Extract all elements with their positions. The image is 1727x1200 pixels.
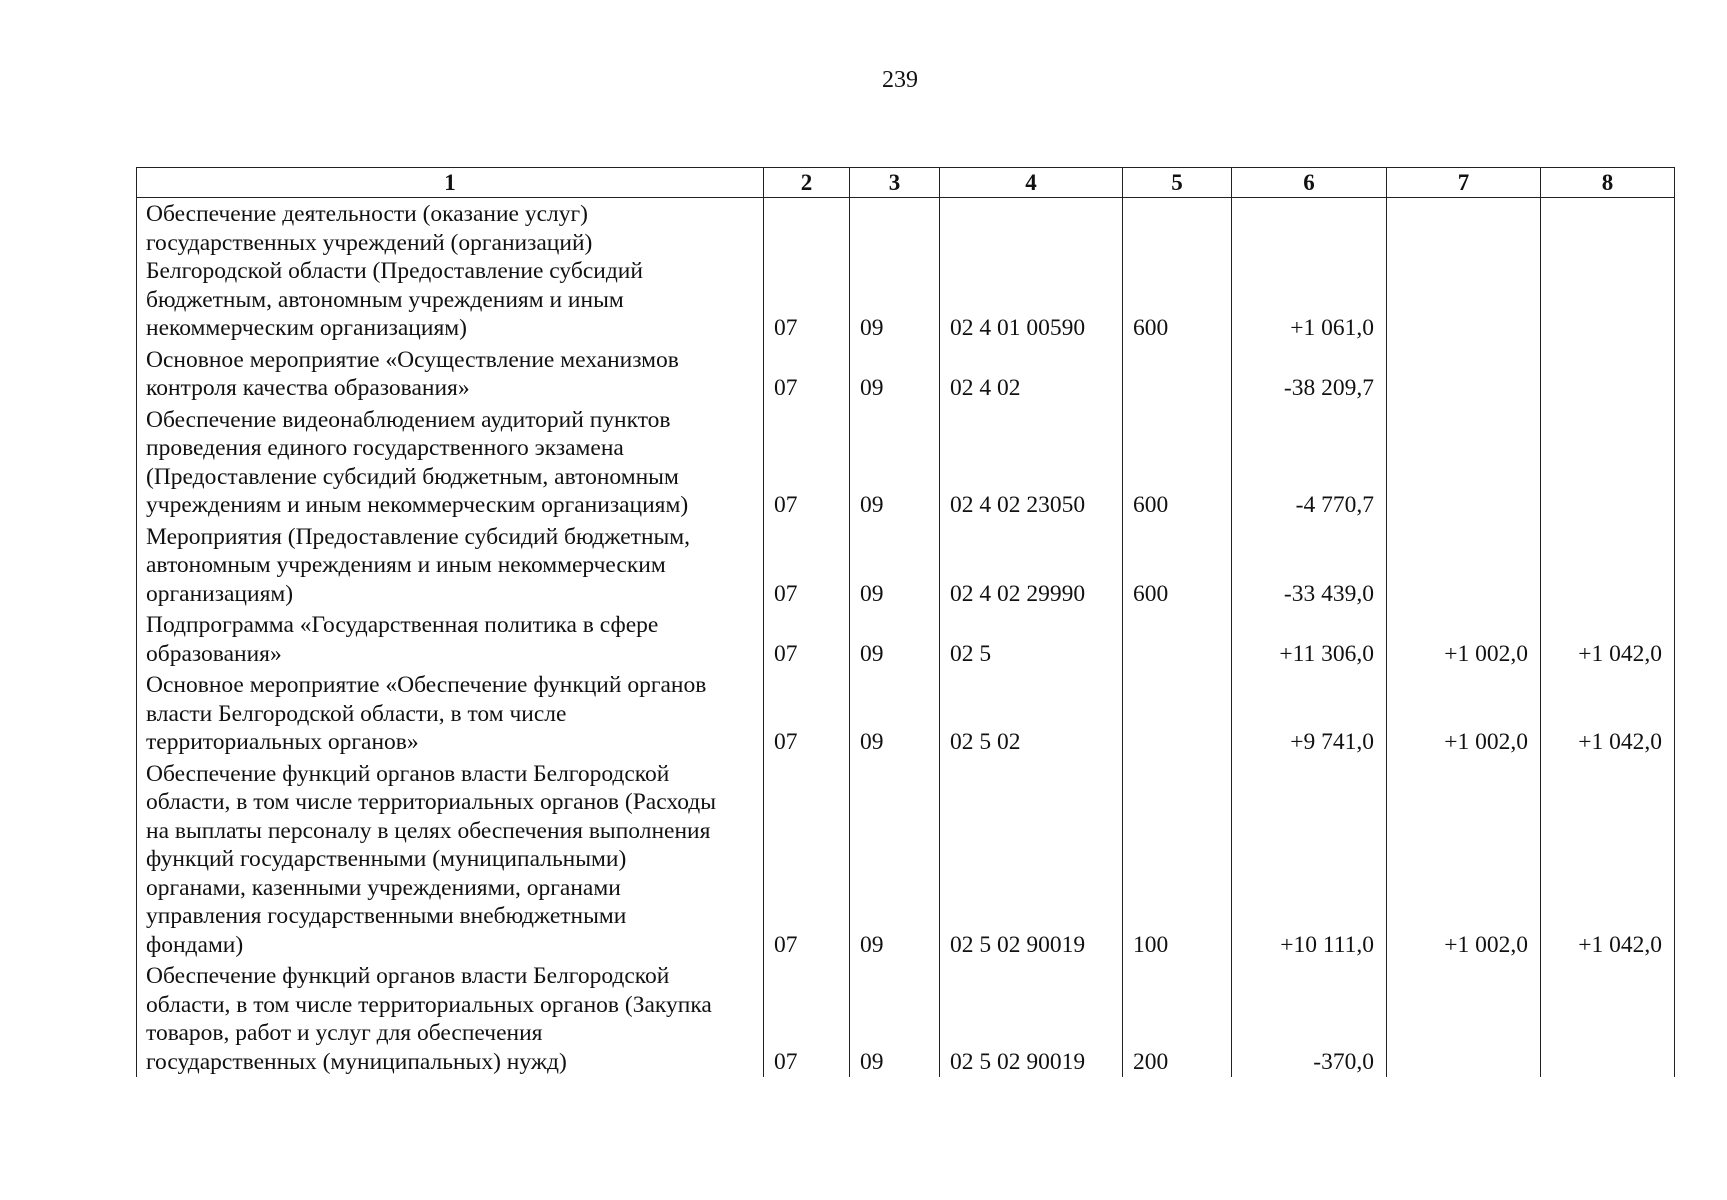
row-name-line: Обеспечение функций органов власти Белгородской (146, 963, 670, 989)
subsection-code: 09 (850, 521, 940, 610)
target-article-code: 02 4 02 23050 (940, 404, 1123, 521)
amount-col-7: +1 002,0 (1387, 758, 1541, 961)
amount-col-8 (1541, 960, 1675, 1077)
row-name-line: фондами) (146, 931, 244, 958)
amount-col-8: +1 042,0 (1541, 609, 1675, 669)
column-header-3: 3 (850, 168, 940, 198)
row-name-line: на выплаты персоналу в целях обеспечения выполнения (146, 817, 711, 844)
subsection-code: 09 (850, 960, 940, 1077)
amount-col-7 (1387, 521, 1541, 610)
row-name-line: автономным учреждениям и иным некоммерческим (146, 552, 666, 578)
expense-type-code: 200 (1123, 960, 1232, 1077)
amount-col-6: +1 061,0 (1232, 198, 1387, 344)
amount-col-7 (1387, 960, 1541, 1077)
expense-type-code: 100 (1123, 758, 1232, 961)
row-name (137, 669, 764, 758)
row-name-line: государственных учреждений (организаций) (146, 229, 593, 256)
table-row (137, 404, 1675, 521)
amount-col-8 (1541, 344, 1675, 404)
row-name-line: Основное мероприятие «Обеспечение функций органов (146, 672, 707, 698)
table-row (137, 669, 1675, 758)
column-header-5: 5 (1123, 168, 1232, 198)
table-row (137, 344, 1675, 404)
amount-col-8: +1 042,0 (1541, 758, 1675, 961)
row-name-line: Обеспечение деятельности (оказание услуг) (146, 201, 588, 227)
subsection-code: 09 (850, 344, 940, 404)
subsection-code: 09 (850, 669, 940, 758)
amount-col-8 (1541, 404, 1675, 521)
target-article-code: 02 5 02 90019 (940, 758, 1123, 961)
row-name (137, 404, 764, 521)
amount-col-6: +10 111,0 (1232, 758, 1387, 961)
section-code: 07 (764, 198, 850, 344)
section-code: 07 (764, 669, 850, 758)
amount-col-7: +1 002,0 (1387, 669, 1541, 758)
target-article-code: 02 4 02 (940, 344, 1123, 404)
expense-type-code: 600 (1123, 404, 1232, 521)
section-code: 07 (764, 609, 850, 669)
row-name (137, 609, 764, 669)
column-header-7: 7 (1387, 168, 1541, 198)
column-header-4: 4 (940, 168, 1123, 198)
row-name-line: органами, казенными учреждениями, органами (146, 874, 621, 901)
row-name-line: территориальных органов» (146, 729, 419, 755)
table-header-row (137, 168, 1675, 198)
amount-col-8: +1 042,0 (1541, 669, 1675, 758)
budget-table (136, 167, 1675, 1077)
table-row (137, 960, 1675, 1077)
target-article-code: 02 5 (940, 609, 1123, 669)
expense-type-code (1123, 344, 1232, 404)
amount-col-8 (1541, 521, 1675, 610)
row-name-line: Подпрограмма «Государственная политика в сфере (146, 612, 659, 638)
target-article-code: 02 4 01 00590 (940, 198, 1123, 344)
row-name-line: Мероприятия (Предоставление субсидий бюджетным, (146, 523, 691, 550)
column-header-8: 8 (1541, 168, 1675, 198)
row-name (137, 758, 764, 961)
row-name-line: государственных (муниципальных) нужд) (146, 1048, 567, 1075)
amount-col-6: -38 209,7 (1232, 344, 1387, 404)
row-name (137, 960, 764, 1077)
subsection-code: 09 (850, 198, 940, 344)
row-name-line: образования» (146, 640, 282, 667)
row-name-line: учреждениям и иным некоммерческим организациям) (146, 492, 689, 518)
table-row (137, 758, 1675, 961)
section-code: 07 (764, 521, 850, 610)
row-name (137, 521, 764, 610)
amount-col-8 (1541, 198, 1675, 344)
row-name-line: некоммерческим организациям) (146, 315, 467, 341)
row-name-line: Обеспечение видеонаблюдением аудиторий пунктов (146, 406, 671, 433)
amount-col-6: -370,0 (1232, 960, 1387, 1077)
amount-col-7 (1387, 198, 1541, 344)
row-name-line: проведения единого государственного экзамена (146, 435, 624, 461)
table-row (137, 198, 1675, 344)
column-header-6: 6 (1232, 168, 1387, 198)
amount-col-6: -4 770,7 (1232, 404, 1387, 521)
row-name-line: Обеспечение функций органов власти Белгородской (146, 760, 670, 787)
row-name-line: контроля качества образования» (146, 375, 470, 401)
row-name-line: (Предоставление субсидий бюджетным, автономным (146, 463, 679, 490)
amount-col-7 (1387, 404, 1541, 521)
amount-col-6: +9 741,0 (1232, 669, 1387, 758)
row-name (137, 198, 764, 344)
section-code: 07 (764, 960, 850, 1077)
column-header-1: 1 (137, 168, 764, 198)
expense-type-code (1123, 669, 1232, 758)
section-code: 07 (764, 344, 850, 404)
row-name (137, 344, 764, 404)
row-name-line: функций государственными (муниципальными) (146, 846, 627, 872)
section-code: 07 (764, 404, 850, 521)
target-article-code: 02 5 02 90019 (940, 960, 1123, 1077)
section-code: 07 (764, 758, 850, 961)
amount-col-7 (1387, 344, 1541, 404)
subsection-code: 09 (850, 758, 940, 961)
subsection-code: 09 (850, 404, 940, 521)
page-number: 239 (882, 67, 918, 93)
table-row (137, 609, 1675, 669)
row-name-line: управления государственными внебюджетными (146, 903, 627, 929)
target-article-code: 02 5 02 (940, 669, 1123, 758)
row-name-line: бюджетным, автономным учреждениям и иным (146, 286, 624, 313)
amount-col-7: +1 002,0 (1387, 609, 1541, 669)
column-header-2: 2 (764, 168, 850, 198)
row-name-line: Основное мероприятие «Осуществление механизмов (146, 346, 679, 373)
expense-type-code: 600 (1123, 198, 1232, 344)
expense-type-code: 600 (1123, 521, 1232, 610)
row-name-line: товаров, работ и услуг для обеспечения (146, 1020, 543, 1046)
target-article-code: 02 4 02 29990 (940, 521, 1123, 610)
row-name-line: Белгородской области (Предоставление субсидий (146, 258, 643, 284)
expense-type-code (1123, 609, 1232, 669)
row-name-line: области, в том числе территориальных органов (Закупка (146, 991, 712, 1018)
amount-col-6: +11 306,0 (1232, 609, 1387, 669)
table-row (137, 521, 1675, 610)
subsection-code: 09 (850, 609, 940, 669)
row-name-line: области, в том числе территориальных органов (Расходы (146, 789, 717, 815)
row-name-line: власти Белгородской области, в том числе (146, 700, 567, 727)
amount-col-6: -33 439,0 (1232, 521, 1387, 610)
row-name-line: организациям) (146, 580, 294, 607)
